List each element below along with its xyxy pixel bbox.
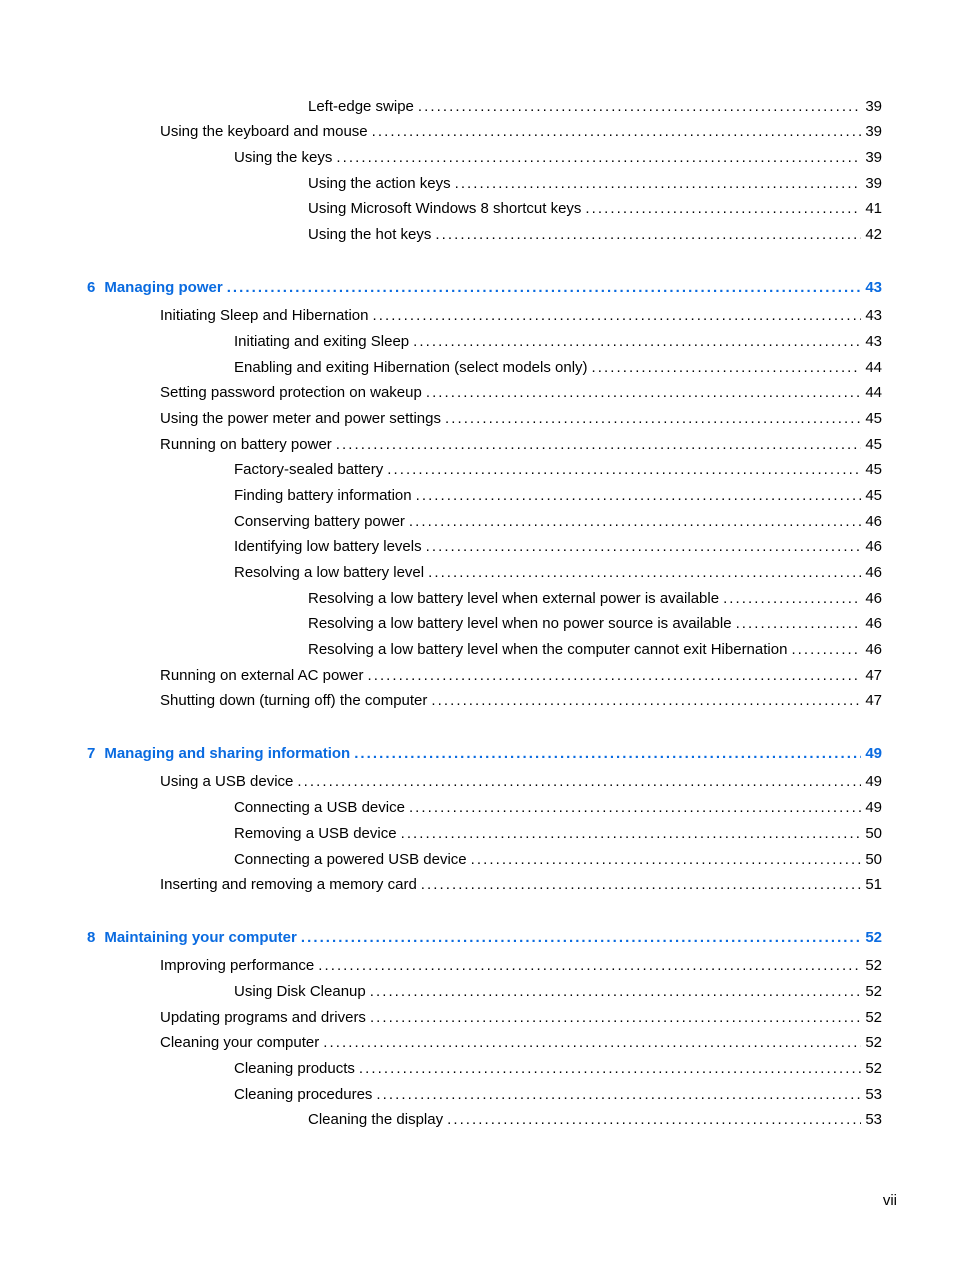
toc-page-number: 43 [865,332,882,350]
toc-page-number: 49 [865,773,882,791]
toc-entry[interactable] [0,381,954,407]
dot-leader [471,850,862,870]
dot-leader [585,199,861,219]
toc-entry-title: Running on external AC power [160,666,364,684]
toc-page-number: 52 [865,1034,882,1052]
dot-leader [370,1008,861,1028]
toc-entry[interactable] [0,432,954,458]
toc-entry-title: Cleaning the display [308,1111,444,1129]
toc-entry-row [234,148,882,168]
toc-entry-row [160,1033,882,1053]
toc-entry-title: Inserting and removing a memory card [160,876,417,894]
toc-chapter-entry[interactable] [0,740,954,768]
toc-entry-title: Using Disk Cleanup [234,982,366,1000]
toc-page-number: 50 [865,850,882,868]
dot-leader [336,148,861,168]
toc-entry-title: Cleaning products [234,1059,355,1077]
chapter-title: Managing and sharing information [104,745,351,763]
toc-entry[interactable] [0,821,954,847]
chapter-number: 8 [87,929,96,947]
toc-page-number: 44 [865,358,882,376]
toc-page-number: 45 [865,435,882,453]
toc-entry-title: Identifying low battery levels [234,538,422,556]
toc-entry-title: Resolving a low battery level when the computer cannot exit Hibernation [308,641,788,659]
toc-entry-row [308,225,882,245]
toc-entry-title: Factory-sealed battery [234,461,384,479]
toc-page-number: 47 [865,692,882,710]
toc-entry-row [234,460,882,480]
toc-entry-row [160,875,882,895]
toc-page-number: 47 [865,666,882,684]
toc-page-number: 53 [865,1111,882,1129]
toc-entry[interactable] [0,1005,954,1031]
toc-entry-row [308,614,882,634]
toc-entry-row [234,358,882,378]
dot-leader [455,174,862,194]
toc-entry-row [234,850,882,870]
toc-entry-title [87,744,350,764]
dot-leader [359,1059,861,1079]
dot-leader [323,1033,861,1053]
toc-entry-row [160,772,882,792]
toc-entry[interactable] [0,1056,954,1082]
dot-leader [372,306,861,326]
toc-entry-row [234,798,882,818]
toc-page-number: 53 [865,1085,882,1103]
toc-chapter-entry[interactable] [0,274,954,302]
toc-entry-title: Using Microsoft Windows 8 shortcut keys [308,200,582,218]
toc-entry-row [87,278,882,298]
toc-entry-row [234,332,882,352]
toc-entry[interactable] [0,458,954,484]
toc-page-number: 43 [865,279,882,297]
toc-entry-row [308,199,882,219]
toc-page-number: 45 [865,409,882,427]
toc-page-number: 52 [865,982,882,1000]
dot-leader [372,122,862,142]
dot-leader [318,956,861,976]
toc-entry-title: Updating programs and drivers [160,1008,366,1026]
dot-leader [409,512,861,532]
toc-page-number: 39 [865,123,882,141]
toc-entry[interactable] [0,222,954,248]
toc-entry[interactable] [0,847,954,873]
toc-entry[interactable] [0,1082,954,1108]
toc-entry-row [234,512,882,532]
dot-leader [592,358,862,378]
toc-page-number: 52 [865,957,882,975]
toc-entry[interactable] [0,509,954,535]
toc-entry-title: Connecting a USB device [234,799,405,817]
dot-leader [387,460,861,480]
toc-entry[interactable] [0,145,954,171]
dot-leader [447,1110,861,1130]
toc-entry[interactable] [0,483,954,509]
dot-leader [421,875,862,895]
toc-entry[interactable] [0,663,954,689]
page-number: vii [882,1192,897,1209]
toc-page-number: 39 [865,174,882,192]
toc-entry-row [234,563,882,583]
toc-entry-row [160,306,882,326]
toc-page-number: 52 [865,1008,882,1026]
toc-entry-title: Running on battery power [160,435,332,453]
toc-entry-title: Enabling and exiting Hibernation (select models only) [234,358,588,376]
toc-entry-title: Conserving battery power [234,512,405,530]
toc-entry-row [308,174,882,194]
dot-leader [297,772,861,792]
toc-entry-title: Resolving a low battery level when no power source is available [308,615,732,633]
dot-leader [376,1085,861,1105]
toc-entry[interactable] [0,612,954,638]
toc-page-number: 45 [865,486,882,504]
toc-entry-row [160,122,882,142]
dot-leader [367,666,861,686]
toc-entry-row [87,928,882,948]
toc-entry[interactable] [0,1108,954,1134]
toc-entry[interactable] [0,586,954,612]
toc-entry-row [160,435,882,455]
toc-entry[interactable] [0,302,954,329]
toc-entry-row [160,1008,882,1028]
toc-entry-row [160,691,882,711]
chapter-number: 7 [87,745,96,763]
toc-page-number: 41 [865,200,882,218]
dot-leader [409,798,861,818]
toc-entry-row [160,383,882,403]
toc-page-number: 46 [865,512,882,530]
toc-entry-title: Using the action keys [308,174,451,192]
dot-leader [401,824,862,844]
toc-entry-row [308,589,882,609]
toc-entry-row [234,537,882,557]
toc-entry[interactable] [0,197,954,223]
toc-entry[interactable] [0,329,954,355]
toc-page-number: 46 [865,564,882,581]
dot-leader [426,383,861,403]
toc-entry[interactable] [0,637,954,663]
dot-leader [418,97,861,117]
dot-leader [301,928,861,948]
dot-leader [723,589,861,609]
toc-entry-row [234,1059,882,1079]
toc-entry-title: Using the power meter and power settings [160,409,441,427]
toc-entry[interactable] [0,979,954,1005]
toc-entry-title: Using a USB device [160,773,294,791]
dot-leader [227,278,862,298]
toc-entry-title: Setting password protection on wakeup [160,384,422,402]
dot-leader [354,744,861,764]
toc-entry-title: Left-edge swipe [308,97,414,115]
dot-leader [431,691,861,711]
toc-entry[interactable] [0,768,954,795]
dot-leader [370,982,862,1002]
chapter-title: Maintaining your computer [104,929,297,947]
toc-page-number: 46 [865,589,882,607]
toc-page-number: 52 [865,929,882,947]
toc-entry-row [234,824,882,844]
toc-entry[interactable] [0,406,954,432]
toc-entry-title: Cleaning your computer [160,1034,320,1052]
table-of-contents [0,94,954,1133]
toc-entry-title: Removing a USB device [234,824,397,842]
toc-entry-title: Initiating Sleep and Hibernation [160,307,369,325]
toc-page-number: 39 [865,149,882,167]
dot-leader [791,640,861,660]
toc-entry[interactable] [0,795,954,821]
toc-page-number: 46 [865,538,882,556]
toc-entry-row [87,744,882,764]
toc-entry-title: Cleaning procedures [234,1085,373,1103]
toc-page-number: 46 [865,615,882,633]
toc-entry-title: Shutting down (turning off) the computer [160,692,428,710]
toc-page-number: 52 [865,1059,882,1077]
toc-entry[interactable] [0,355,954,381]
dot-leader [435,225,861,245]
toc-page-number: 45 [865,461,882,479]
toc-entry-title: Using the hot keys [308,226,432,244]
toc-entry-row [308,640,882,660]
dot-leader [416,486,862,506]
toc-page-number: 49 [865,745,882,763]
toc-entry-title: Using the keys [234,149,333,167]
toc-page-number: 49 [865,799,882,817]
chapter-number: 6 [87,279,96,297]
toc-entry-title: Finding battery information [234,486,412,504]
toc-entry-title: Improving performance [160,957,315,975]
toc-page-number: 46 [865,641,882,659]
toc-entry-row [308,1110,882,1130]
toc-entry-row [234,486,882,506]
dot-leader [413,332,861,352]
toc-page-number: 44 [865,384,882,402]
toc-page-number: 42 [865,226,882,244]
toc-entry-row [234,982,882,1002]
toc-entry[interactable] [0,94,954,120]
toc-entry-title: Resolving a low battery level [234,564,425,581]
toc-page-number: 50 [865,824,882,842]
toc-entry-title: Resolving a low battery level when external power is available [308,589,720,607]
toc-entry[interactable] [0,1031,954,1057]
toc-entry[interactable] [0,560,954,586]
toc-entry-row [160,409,882,429]
dot-leader [736,614,862,634]
dot-leader [428,563,861,583]
toc-entry-row [160,666,882,686]
toc-entry[interactable] [0,120,954,146]
chapter-title: Managing power [104,279,223,297]
toc-entry-title [87,928,297,948]
toc-entry-title: Connecting a powered USB device [234,850,467,868]
toc-chapter-entry[interactable] [0,924,954,952]
toc-entry[interactable] [0,952,954,979]
toc-entry[interactable] [0,535,954,561]
toc-page-number: 43 [865,307,882,325]
toc-entry-title: Initiating and exiting Sleep [234,332,410,350]
dot-leader [336,435,862,455]
toc-entry-title [87,278,223,298]
toc-entry-row [234,1085,882,1105]
toc-entry-title: Using the keyboard and mouse [160,123,368,141]
toc-entry[interactable] [0,873,954,899]
dot-leader [445,409,861,429]
toc-page-number: 39 [865,97,882,115]
toc-entry[interactable] [0,689,954,715]
toc-page-number: 51 [865,876,882,894]
toc-entry-row [308,97,882,117]
toc-entry[interactable] [0,171,954,197]
toc-entry-row [160,956,882,976]
dot-leader [426,537,862,557]
